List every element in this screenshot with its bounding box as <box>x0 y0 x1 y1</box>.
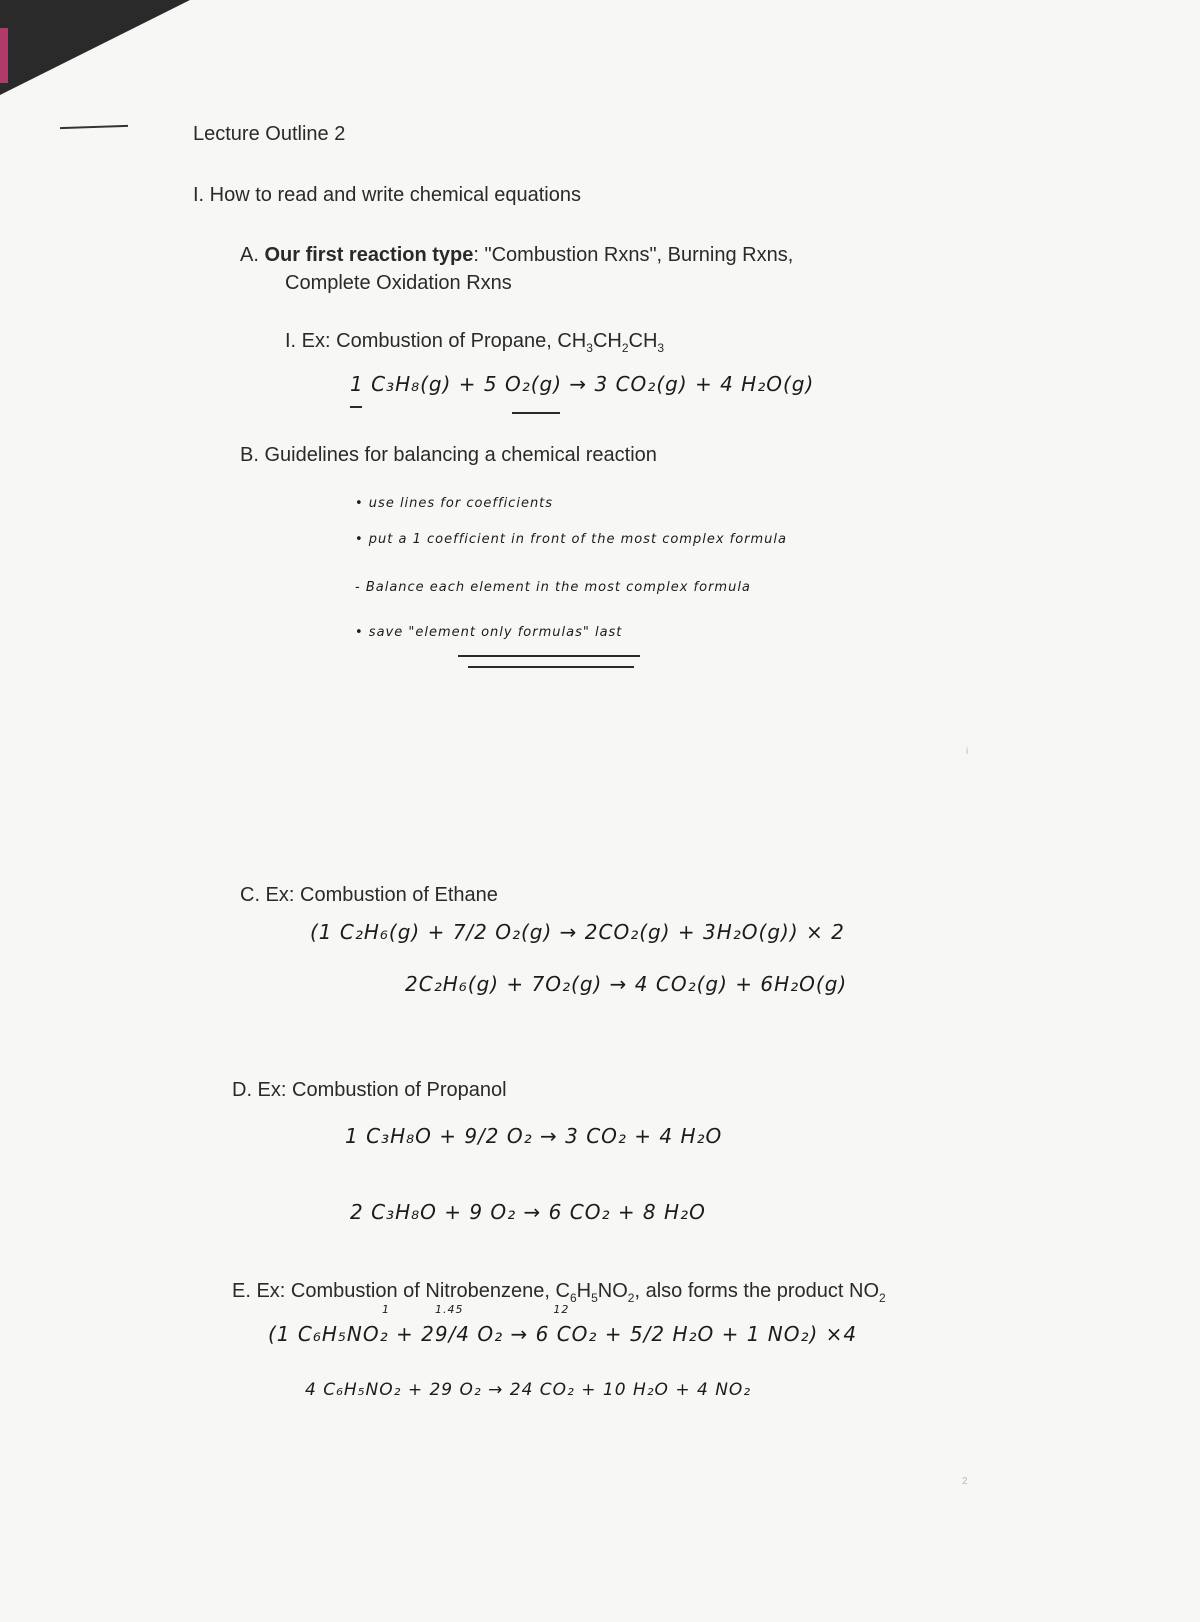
page-title: Lecture Outline 2 <box>193 123 346 145</box>
nitrobenzene-equation-2: 4 C₆H₅NO₂ + 29 O₂ → 24 CO₂ + 10 H₂O + 4 NO₂ <box>305 1380 752 1400</box>
section-c-heading: C. Ex: Combustion of Ethane <box>240 884 498 906</box>
ethane-equation-2: 2C₂H₆(g) + 7O₂(g) → 4 CO₂(g) + 6H₂O(g) <box>405 972 848 996</box>
scan-corner-shadow <box>0 0 190 95</box>
underline-mark <box>468 666 634 668</box>
page-mark: i <box>966 746 969 757</box>
propane-equation: 1 C₃H₈(g) + 5 O₂(g) → 3 CO₂(g) + 4 H₂O(g) <box>350 372 815 396</box>
guideline-note-1: • use lines for coefficients <box>355 496 554 511</box>
guideline-note-2: • put a 1 coefficient in front of the most complex formula <box>355 532 787 547</box>
section-d-heading: D. Ex: Combustion of Propanol <box>232 1079 507 1101</box>
margin-pen-mark <box>60 125 128 129</box>
guideline-note-3: - Balance each element in the most complex formula <box>355 580 751 595</box>
section-b-heading: B. Guidelines for balancing a chemical reaction <box>240 444 657 466</box>
ethane-equation-1: (1 C₂H₆(g) + 7/2 O₂(g) → 2CO₂(g) + 3H₂O(g)) × 2 <box>310 920 845 944</box>
propanol-equation-2: 2 C₃H₈O + 9 O₂ → 6 CO₂ + 8 H₂O <box>350 1200 706 1224</box>
section-a-line2: Complete Oxidation Rxns <box>285 272 512 294</box>
example-propane-heading: I. Ex: Combustion of Propane, $CH_3CH_2CH_3$ <box>285 330 665 355</box>
scan-corner-edge <box>0 28 8 83</box>
propanol-equation-1: 1 C₃H₈O + 9/2 O₂ → 3 CO₂ + 4 H₂O <box>345 1124 723 1148</box>
underline-mark <box>350 406 362 408</box>
page-mark: 2 <box>962 1476 968 1487</box>
nitrobenzene-equation-1: (1 C₆H₅NO₂ + 29/4 O₂ → 6 CO₂ + 5/2 H₂O + 1 NO₂) ×4 <box>268 1322 858 1346</box>
section-e-heading: E. Ex: Combustion of Nitrobenzene, $C_6H_5NO_2$, also forms the product $NO_2$ <box>232 1280 886 1305</box>
guideline-note-4: • save "element only formulas" last <box>355 625 623 640</box>
underline-mark <box>512 412 560 414</box>
nitrobenzene-annotation: 1 1.45 12 <box>382 1303 570 1316</box>
section-i-heading: I. How to read and write chemical equations <box>193 184 581 206</box>
underline-mark <box>458 655 640 657</box>
section-a-heading: A. Our first reaction type: "Combustion Rxns", Burning Rxns, <box>240 244 794 266</box>
